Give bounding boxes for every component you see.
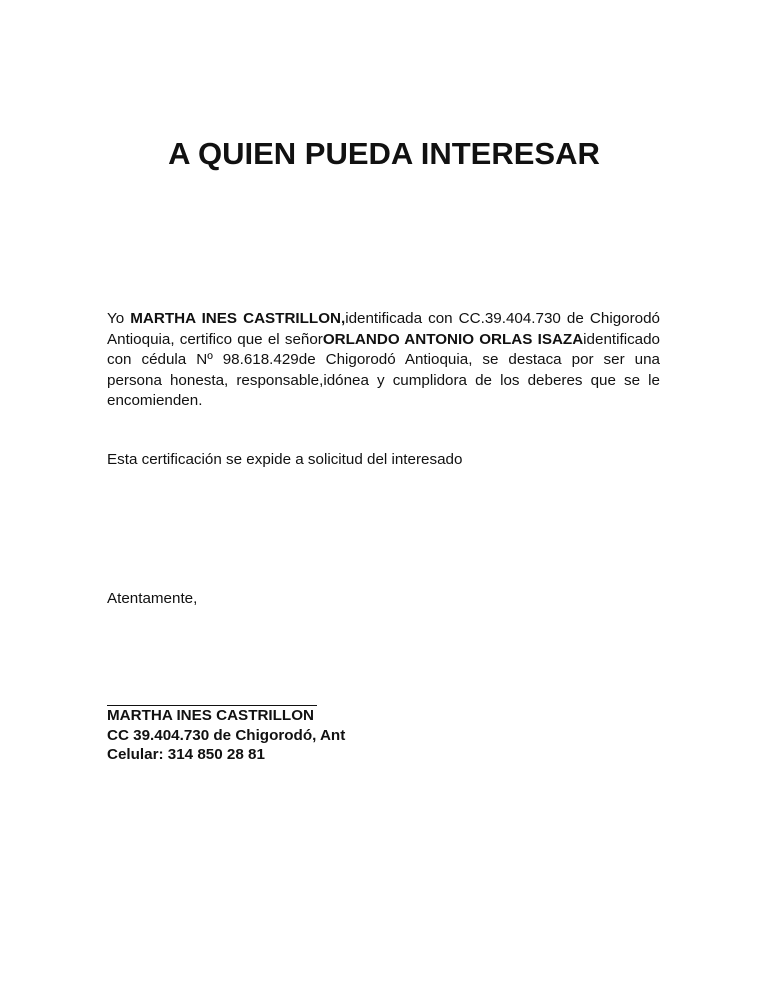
signature-id: CC 39.404.730 de Chigorodó, Ant [107, 726, 346, 744]
closing-text: Atentamente, [107, 590, 198, 607]
issued-note: Esta certificación se expide a solicitud del interesado [107, 451, 463, 468]
paragraph-intro: Yo [107, 310, 131, 327]
signature-block [107, 706, 345, 765]
document-title: A QUIEN PUEDA INTERESAR [168, 136, 600, 171]
paragraph-middle: identificada con CC.39.404.730 de Chigorodó Antioquia, certifico que el señor [107, 310, 660, 348]
signature-name: MARTHA INES CASTRILLON [107, 707, 314, 724]
subject-name: ORLANDO ANTONIO ORLAS ISAZA [322, 330, 584, 348]
signer-name: MARTHA INES CASTRILLON, [130, 310, 346, 327]
certification-paragraph [107, 309, 660, 412]
signature-phone: Celular: 314 850 28 81 [107, 746, 265, 763]
paragraph-end: identificado con cédula Nº 98.618.429de Chigorodó Antioquia, se destaca por ser una persona honesta, responsable,idónea y cumplidora de los deberes que se le encomienden. [107, 330, 661, 409]
